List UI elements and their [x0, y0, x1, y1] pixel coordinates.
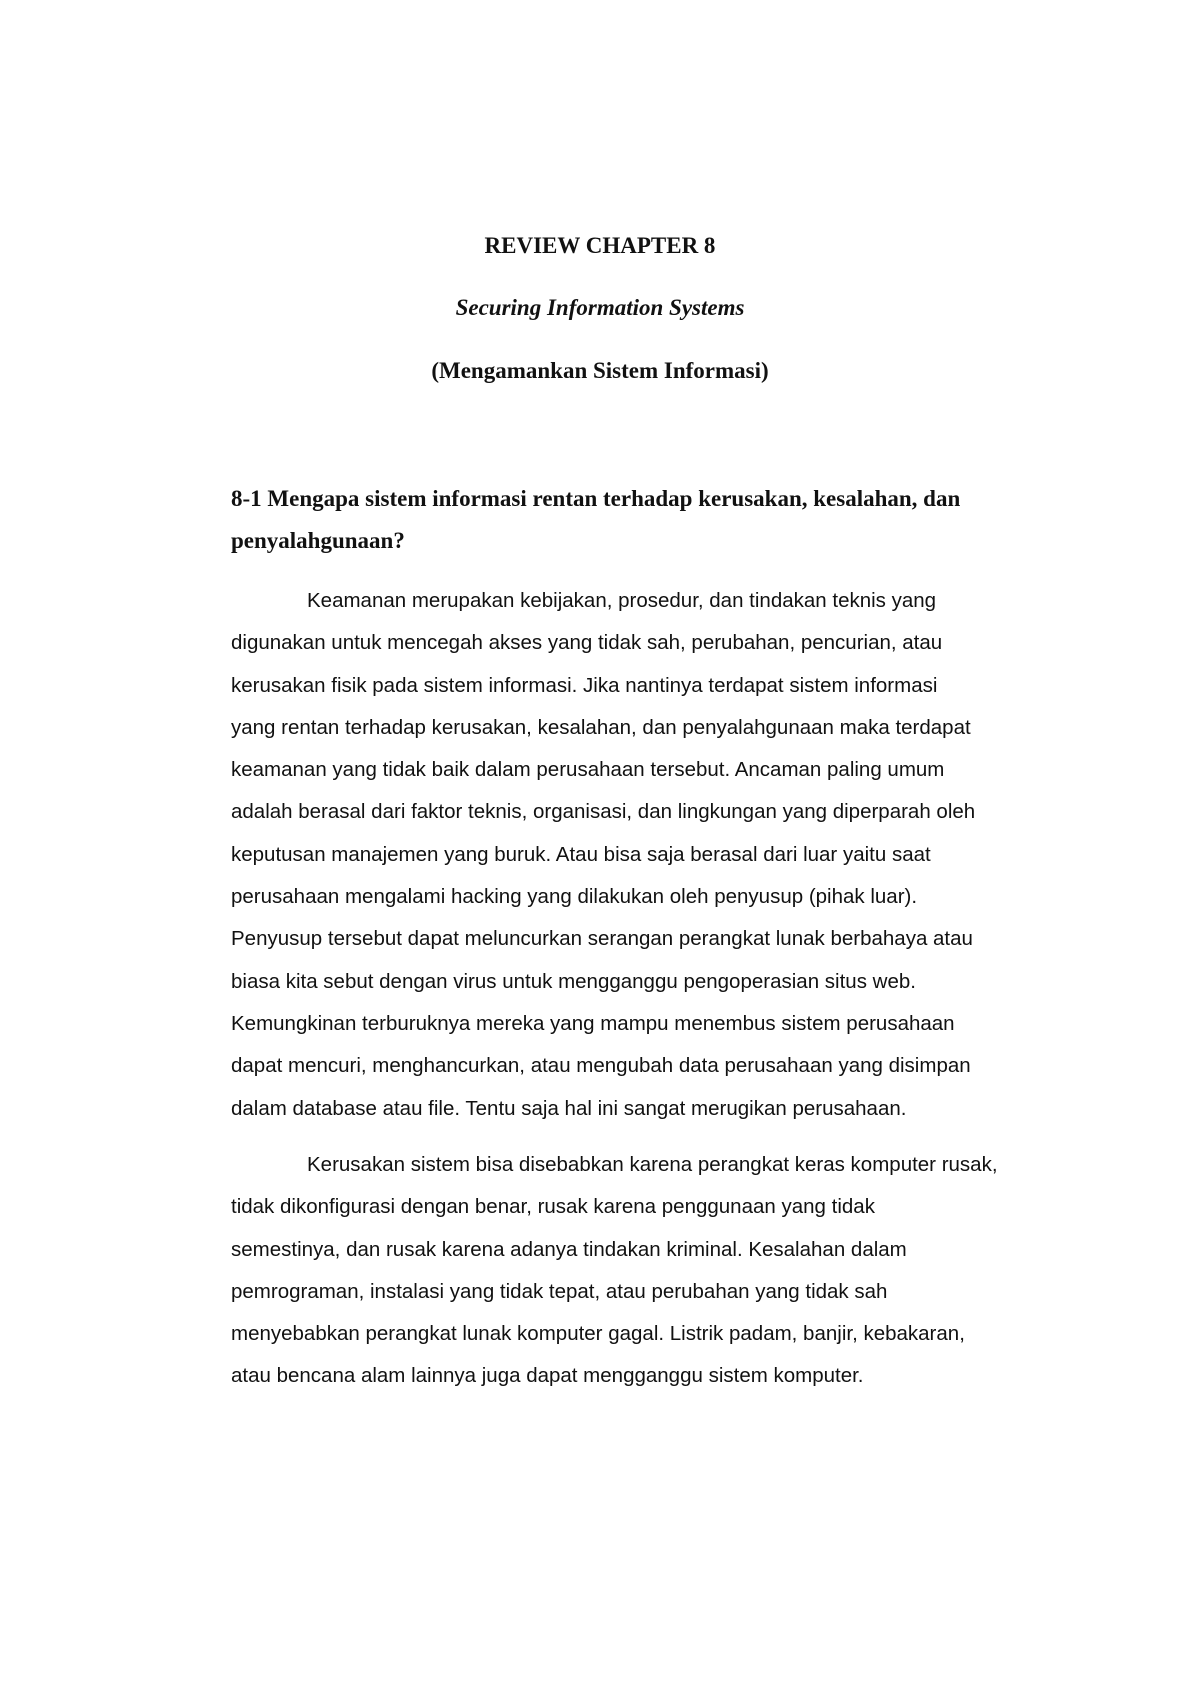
- section-question: [231, 478, 1031, 562]
- question-line: penyalahgunaan?: [231, 528, 405, 553]
- paragraph-line: pemrograman, instalasi yang tidak tepat, atau perubahan yang tidak sah: [231, 1279, 888, 1303]
- paragraph-line: dalam database atau file. Tentu saja hal ini sangat merugikan perusahaan.: [231, 1096, 907, 1120]
- paragraph-line: yang rentan terhadap kerusakan, kesalahan, dan penyalahgunaan maka terdapat: [231, 715, 971, 739]
- paragraph-line: keamanan yang tidak baik dalam perusahaan tersebut. Ancaman paling umum: [231, 758, 945, 782]
- paragraph-line: dapat mencuri, menghancurkan, atau mengubah data perusahaan yang disimpan: [231, 1054, 971, 1078]
- paragraph-line: tidak dikonfigurasi dengan benar, rusak karena penggunaan yang tidak: [231, 1195, 875, 1219]
- paragraph-line: kerusakan fisik pada sistem informasi. Jika nantinya terdapat sistem informasi: [231, 673, 938, 697]
- paragraph-line: perusahaan mengalami hacking yang dilakukan oleh penyusup (pihak luar).: [231, 885, 918, 909]
- paragraph-line: semestinya, dan rusak karena adanya tindakan kriminal. Kesalahan dalam: [231, 1237, 907, 1261]
- paragraph-line: atau bencana alam lainnya juga dapat mengganggu sistem komputer.: [231, 1364, 864, 1388]
- paragraph-line: Kemungkinan terburuknya mereka yang mampu menembus sistem perusahaan: [231, 1011, 955, 1035]
- paragraph-line: biasa kita sebut dengan virus untuk mengganggu pengoperasian situs web.: [231, 969, 916, 993]
- document-title: REVIEW CHAPTER 8: [484, 233, 716, 258]
- paragraph-line: Kerusakan sistem bisa disebabkan karena perangkat keras komputer rusak,: [307, 1153, 998, 1176]
- paragraph-line: menyebabkan perangkat lunak komputer gagal. Listrik padam, banjir, kebakaran,: [231, 1322, 965, 1346]
- paragraph-line: digunakan untuk mencegah akses yang tidak sah, perubahan, pencurian, atau: [231, 631, 943, 655]
- question-line: 8-1 Mengapa sistem informasi rentan terhadap kerusakan, kesalahan, dan: [231, 486, 961, 511]
- document-subtitle: Securing Information Systems: [455, 295, 745, 320]
- paragraph-line: keputusan manajemen yang buruk. Atau bisa saja berasal dari luar yaitu saat: [231, 842, 931, 866]
- document-subtitle-translation: (Mengamankan Sistem Informasi): [431, 358, 769, 383]
- paragraph-1: [231, 580, 1031, 1130]
- paragraph-line: Keamanan merupakan kebijakan, prosedur, dan tindakan teknis yang: [307, 589, 937, 612]
- paragraph-2: [231, 1144, 1031, 1398]
- paragraph-line: Penyusup tersebut dapat meluncurkan serangan perangkat lunak berbahaya atau: [231, 927, 973, 951]
- paragraph-line: adalah berasal dari faktor teknis, organisasi, dan lingkungan yang diperparah oleh: [231, 800, 976, 824]
